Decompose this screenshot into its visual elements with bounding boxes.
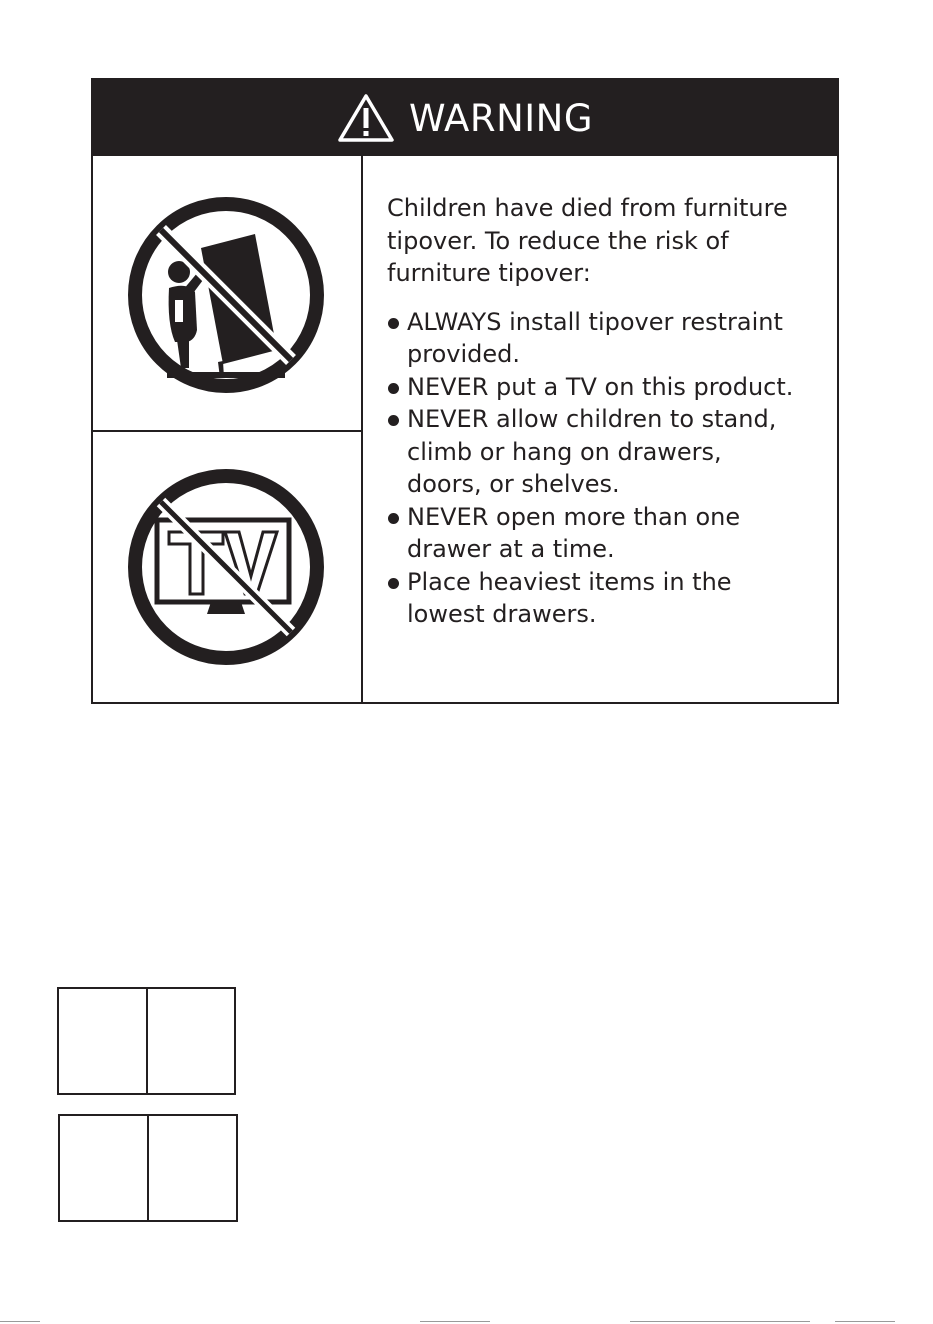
pictogram-column <box>93 156 363 702</box>
warning-intro: Children have died from furniture tipover. To reduce the risk of furniture tipover: <box>387 194 788 287</box>
bullet-dot-icon <box>388 513 399 524</box>
page-edge-line <box>0 1321 40 1322</box>
empty-panel <box>147 1116 236 1220</box>
warning-bullet: NEVER allow children to stand, climb or hang on drawers, doors, or shelves. <box>387 403 827 501</box>
bullet-dot-icon <box>388 318 399 329</box>
warning-bullet: ALWAYS install tipover restraint provided. <box>387 306 827 371</box>
warning-text <box>387 192 827 631</box>
empty-two-panel-box <box>57 987 236 1095</box>
warning-title: WARNING <box>408 96 594 140</box>
warning-bullet: NEVER put a TV on this product. <box>387 371 827 404</box>
warning-bullet: NEVER open more than one drawer at a time. <box>387 501 827 566</box>
warning-header <box>93 80 837 156</box>
warning-label <box>91 78 839 704</box>
pictogram-cell-tv <box>93 432 361 702</box>
empty-panel <box>60 1116 147 1220</box>
page-edge-line <box>420 1321 490 1322</box>
empty-two-panel-box <box>58 1114 238 1222</box>
bullet-dot-icon <box>388 578 399 589</box>
no-tv-icon <box>123 464 329 670</box>
no-climbing-child-icon <box>123 192 329 398</box>
bullet-dot-icon <box>388 383 399 394</box>
pictogram-cell-tipover <box>93 156 361 432</box>
warning-bullet: Place heaviest items in the lowest drawers. <box>387 566 827 631</box>
empty-panel <box>146 989 235 1093</box>
page-edge-line <box>835 1321 895 1322</box>
bullet-dot-icon <box>388 415 399 426</box>
warning-triangle-icon <box>337 93 395 143</box>
page-edge-line <box>630 1321 810 1322</box>
empty-panel <box>59 989 146 1093</box>
warning-bullet-list <box>387 306 827 631</box>
